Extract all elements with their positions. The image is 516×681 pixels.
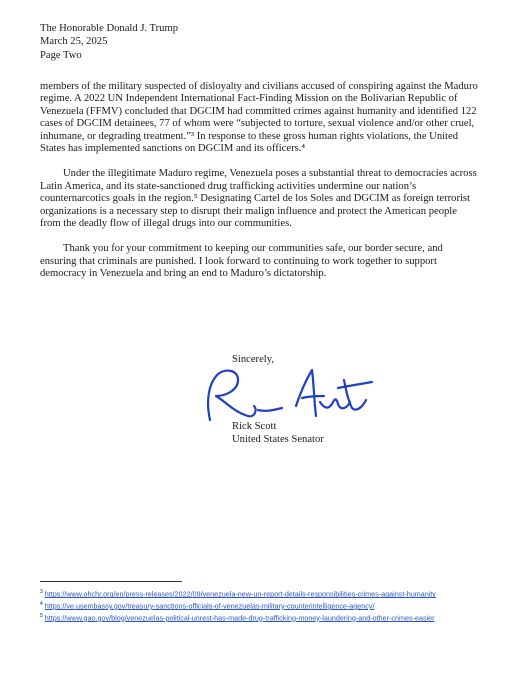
signer-title: United States Senator <box>232 434 324 446</box>
recipient-line: The Honorable Donald J. Trump <box>40 23 179 34</box>
footnote-number: 5 <box>40 612 43 619</box>
footnotes <box>40 588 480 623</box>
footnote-number: 3 <box>40 589 43 595</box>
footnote-link-gao[interactable]: https://www.gao.gov/blog/venezuelas-political-unrest-has-made-drug-trafficking-money-laundering-and-other-crimes-easier <box>44 612 435 622</box>
letter-body <box>40 81 480 294</box>
signer-name: Rick Scott <box>232 421 277 432</box>
footnote-5 <box>40 612 480 623</box>
paragraph-threat: Under the illegitimate Maduro regime, Venezuela poses a substantial threat to democracies across Latin America, and its state-sanctioned drug trafficking activities undermine our nation’s counternarcotics goals in the region.⁵ Designating Cartel de los Soles and DGCIM as foreign terrorist organizations is a necessary step to disrupt their malign influence and protect the American people from the deadly flow of illegal drugs into our communities. <box>40 168 477 230</box>
closing-salutation: Sincerely, <box>232 354 274 365</box>
footnote-link-ohchr[interactable]: https://www.ohchr.org/en/press-releases/2022/09/venezuela-new-un-report-details-responsibilities-crimes-against-humanity <box>44 589 436 599</box>
signer-block <box>232 420 324 447</box>
footnote-divider <box>40 581 182 582</box>
footnote-4 <box>40 600 480 611</box>
footnote-3 <box>40 588 480 599</box>
letter-header <box>40 22 178 62</box>
paragraph-continuation: members of the military suspected of disloyalty and civilians accused of conspiring against the Maduro regime. A 2022 UN Independent International Fact-Finding Mission on the Bolivarian Republic of Venezuela (FFMV) concluded that DGCIM had committed crimes against humanity and identified 122 cases of DGCIM detainees, 77 of whom were “subjected to torture, sexual violence and/or other cruel, inhumane, or degrading treatment.”³ In response to these gross human rights violations, the United States has implemented sanctions on DGCIM and its officers.⁴ <box>40 81 478 155</box>
paragraph-thanks: Thank you for your commitment to keeping our communities safe, our border secure, and ensuring that criminals are punished. I look forward to continuing to work together to support democracy in Venezuela and bring an end to Maduro’s dictatorship. <box>40 243 443 280</box>
page-number-line: Page Two <box>40 49 82 61</box>
footnote-number: 4 <box>40 600 43 607</box>
footnote-link-usembassy[interactable]: https://ve.usembassy.gov/treasury-sanctions-officials-of-venezuelas-military-counterintelligence-agency/ <box>44 601 375 611</box>
date-line: March 25, 2025 <box>40 36 108 48</box>
handwritten-signature <box>196 366 378 426</box>
